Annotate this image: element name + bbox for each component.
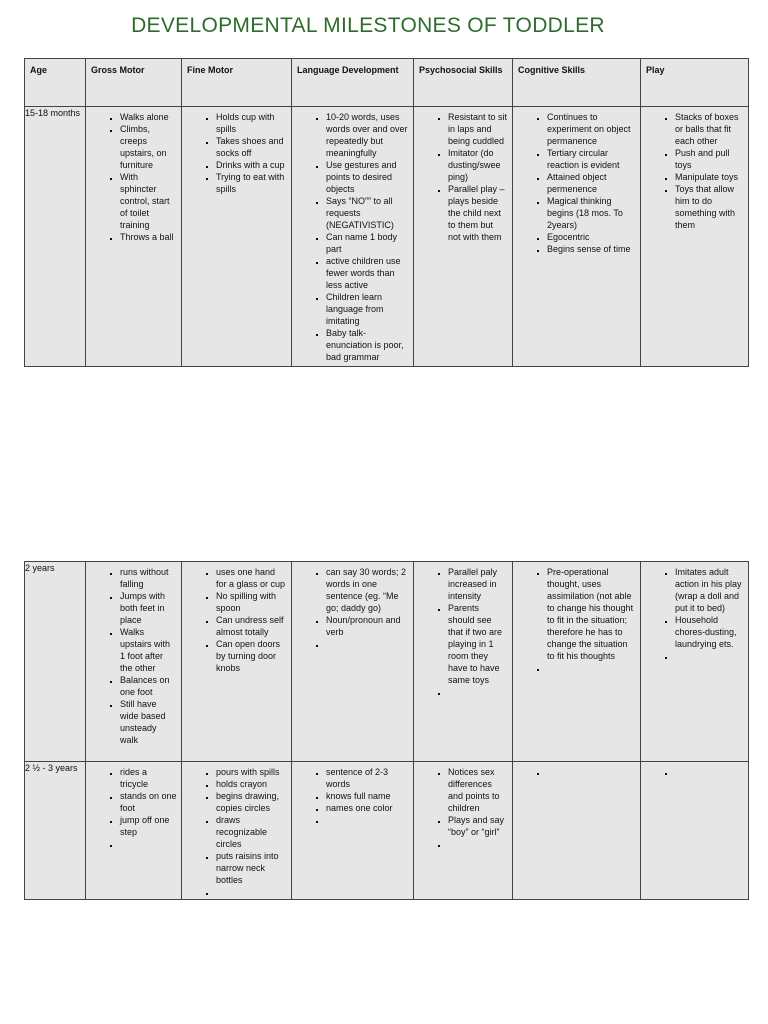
list-item: [216, 886, 287, 898]
list-item: ▪ Throws a ball: [120, 231, 177, 243]
list-item: ▪ No spilling with spoon: [216, 590, 287, 614]
milestone-list: [182, 562, 291, 674]
milestone-list: [513, 562, 640, 674]
list-item: ▪ Household chores-dusting, laundrying ets.: [675, 614, 744, 650]
list-item: [547, 662, 636, 674]
list-item: [448, 686, 508, 698]
milestone-cell: [641, 562, 749, 762]
milestones-table-bottom: [24, 561, 749, 900]
list-item: ▪ stands on one foot: [120, 790, 177, 814]
milestone-cell: [292, 107, 414, 367]
milestone-cell: [292, 762, 414, 900]
milestones-table-top: [24, 58, 749, 367]
milestone-cell: [182, 107, 292, 367]
age-cell: 2 years: [25, 562, 86, 762]
list-item: [675, 650, 744, 662]
list-item: ▪ Holds cup with spills: [216, 111, 287, 135]
milestone-list: [414, 107, 512, 243]
list-item: ▪ Continues to experiment on object permanence: [547, 111, 636, 147]
age-cell: 15-18 months: [25, 107, 86, 367]
milestone-list: [182, 107, 291, 195]
list-item: ▪ Parallel paly increased in intensity: [448, 566, 508, 602]
list-item: ▪ rides a tricycle: [120, 766, 177, 790]
column-header: Play: [641, 59, 749, 107]
list-item: ▪ Egocentric: [547, 231, 636, 243]
list-item: ▪ sentence of 2-3 words: [326, 766, 409, 790]
list-item: ▪ Noun/pronoun and verb: [326, 614, 409, 638]
list-item: ▪ Parents should see that if two are playing in 1 room they have to have same toys: [448, 602, 508, 686]
list-item: ▪ holds crayon: [216, 778, 287, 790]
list-item: ▪ Tertiary circular reaction is evident: [547, 147, 636, 171]
list-item: ▪ names one color: [326, 802, 409, 814]
milestone-cell: [292, 562, 414, 762]
list-item: [448, 838, 508, 850]
list-item: ▪ Begins sense of time: [547, 243, 636, 255]
milestone-list: [292, 562, 413, 650]
list-item: ▪ Attained object permenence: [547, 171, 636, 195]
milestone-list: [641, 762, 748, 778]
milestone-list: [641, 107, 748, 231]
list-item: ▪ Magical thinking begins (18 mos. To 2years): [547, 195, 636, 231]
list-item: ▪ Push and pull toys: [675, 147, 744, 171]
list-item: ▪ Can name 1 body part: [326, 231, 409, 255]
list-item: ▪ Says “NO”” to all requests (NEGATIVISTIC): [326, 195, 409, 231]
list-item: ▪ uses one hand for a glass or cup: [216, 566, 287, 590]
list-item: ▪ puts raisins into narrow neck bottles: [216, 850, 287, 886]
list-item: [675, 766, 744, 778]
list-item: ▪ knows full name: [326, 790, 409, 802]
milestone-list: [414, 762, 512, 850]
list-item: [547, 766, 636, 778]
column-header: Fine Motor: [182, 59, 292, 107]
column-header: Age: [25, 59, 86, 107]
list-item: ▪ Can open doors by turning door knobs: [216, 638, 287, 674]
column-header: Language Development: [292, 59, 414, 107]
list-item: ▪ Balances on one foot: [120, 674, 177, 698]
list-item: [326, 814, 409, 826]
list-item: ▪ Jumps with both feet in place: [120, 590, 177, 626]
page-title: DEVELOPMENTAL MILESTONES OF TODDLER: [131, 14, 605, 37]
list-item: ▪ Use gestures and points to desired objects: [326, 159, 409, 195]
list-item: ▪ Walks upstairs with 1 foot after the other: [120, 626, 177, 674]
list-item: [326, 638, 409, 650]
milestone-cell: [86, 107, 182, 367]
list-item: ▪ Manipulate toys: [675, 171, 744, 183]
list-item: ▪ draws recognizable circles: [216, 814, 287, 850]
list-item: ▪ Stacks of boxes or balls that fit each other: [675, 111, 744, 147]
header-row: [25, 59, 749, 107]
list-item: ▪ can say 30 words; 2 words in one sentence (eg. “Me go; daddy go): [326, 566, 409, 614]
milestone-cell: [641, 762, 749, 900]
milestone-list: [414, 562, 512, 698]
milestone-cell: [513, 762, 641, 900]
list-item: ▪ active children use fewer words than less active: [326, 255, 409, 291]
milestone-list: [86, 107, 181, 243]
list-item: ▪ Still have wide based unsteady walk: [120, 698, 177, 746]
milestone-list: [513, 107, 640, 255]
list-item: ▪ begins drawing, copies circles: [216, 790, 287, 814]
list-item: ▪ pours with spills: [216, 766, 287, 778]
list-item: ▪ Resistant to sit in laps and being cuddled: [448, 111, 508, 147]
list-item: ▪ Imitator (do dusting/swee ping): [448, 147, 508, 183]
milestone-cell: [414, 762, 513, 900]
list-item: [120, 838, 177, 850]
age-cell: 2 ½ - 3 years: [25, 762, 86, 900]
milestone-cell: [513, 562, 641, 762]
milestone-cell: [182, 562, 292, 762]
list-item: ▪ Toys that allow him to do something with them: [675, 183, 744, 231]
milestone-cell: [182, 762, 292, 900]
list-item: ▪ With sphincter control, start of toilet training: [120, 171, 177, 231]
milestone-cell: [414, 107, 513, 367]
list-item: ▪ Parallel play – plays beside the child next to them but not with them: [448, 183, 508, 243]
list-item: ▪ Walks alone: [120, 111, 177, 123]
milestone-cell: [86, 562, 182, 762]
list-item: ▪ runs without falling: [120, 566, 177, 590]
milestone-list: [292, 107, 413, 363]
list-item: ▪ Plays and say “boy” or “girl”: [448, 814, 508, 838]
list-item: ▪ Takes shoes and socks off: [216, 135, 287, 159]
milestone-list: [641, 562, 748, 662]
milestone-cell: [414, 562, 513, 762]
column-header: Psychosocial Skills: [414, 59, 513, 107]
table-row: [25, 762, 749, 900]
table-row: [25, 107, 749, 367]
milestone-list: [86, 762, 181, 850]
list-item: ▪ Children learn language from imitating: [326, 291, 409, 327]
list-item: ▪ Climbs, creeps upstairs, on furniture: [120, 123, 177, 171]
milestone-list: [182, 762, 291, 898]
milestone-cell: [86, 762, 182, 900]
list-item: ▪ Baby talk-enunciation is poor, bad grammar: [326, 327, 409, 363]
milestone-list: [513, 762, 640, 778]
list-item: ▪ Pre-operational thought, uses assimilation (not able to change his thought to fit in the situation; therefore he has to change the situation to fit his thoughts: [547, 566, 636, 662]
list-item: ▪ Trying to eat with spills: [216, 171, 287, 195]
column-header: Cognitive Skills: [513, 59, 641, 107]
list-item: ▪ 10-20 words, uses words over and over repeatedly but meaningfully: [326, 111, 409, 159]
list-item: ▪ jump off one step: [120, 814, 177, 838]
list-item: ▪ Notices sex differences and points to children: [448, 766, 508, 814]
list-item: ▪ Can undress self almost totally: [216, 614, 287, 638]
milestone-cell: [641, 107, 749, 367]
milestone-list: [292, 762, 413, 826]
list-item: ▪ Drinks with a cup: [216, 159, 287, 171]
table-row: [25, 562, 749, 762]
milestone-list: [86, 562, 181, 746]
list-item: ▪ Imitates adult action in his play (wrap a doll and put it to bed): [675, 566, 744, 614]
column-header: Gross Motor: [86, 59, 182, 107]
milestone-cell: [513, 107, 641, 367]
